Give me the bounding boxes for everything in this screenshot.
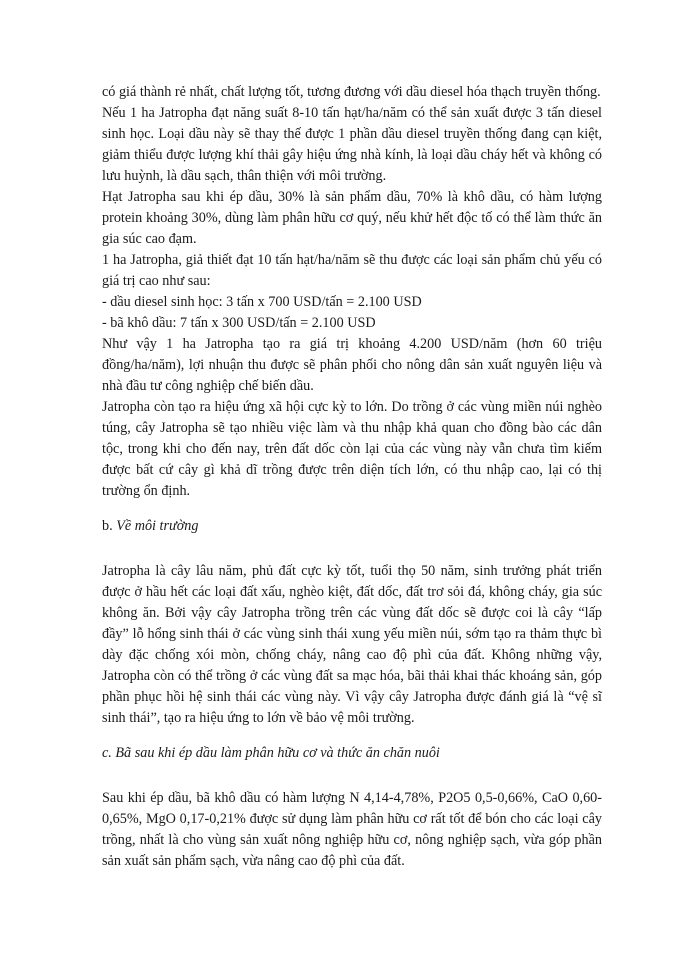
paragraph-fertilizer: Sau khi ép dầu, bã khô dầu có hàm lượng N 4,14-4,78%, P2O5 0,5-0,66%, CaO 0,60-0,65%, MgO 0,17-0,21% được sử dụng làm phân hữu cơ rất tốt để bón cho các loại cây trồng, nhất là cho vùng sản xuất nông nghiệp hữu cơ, nông nghiệp sạch, vừa góp phần sản xuất sản phẩm sạch, vừa nâng cao độ phì của đất. bbox=[102, 790, 602, 869]
paragraph-price-quality: có giá thành rẻ nhất, chất lượng tốt, tương đương với dầu diesel hóa thạch truyền thống. bbox=[102, 84, 601, 100]
paragraph-yield: Nếu 1 ha Jatropha đạt năng suất 8-10 tấn hạt/ha/năm có thể sản xuất được 3 tấn diesel sinh học. Loại dầu này sẽ thay thế được 1 phần dầu diesel truyền thống đang cạn kiệt, giảm thiểu được lượng khí thải gây hiệu ứng nhà kính, là loại dầu cháy hết và không có lưu huỳnh, là dầu sạch, thân thiện với môi trường. bbox=[102, 105, 602, 184]
bullet-oilcake-value: - bã khô dầu: 7 tấn x 300 USD/tấn = 2.100 USD bbox=[102, 315, 376, 331]
section-heading-environment bbox=[102, 516, 602, 537]
bullet-biodiesel-value: - dầu diesel sinh học: 3 tấn x 700 USD/tấn = 2.100 USD bbox=[102, 294, 422, 310]
section-heading-title: Về môi trường bbox=[116, 518, 199, 534]
paragraph-products-intro: 1 ha Jatropha, giả thiết đạt 10 tấn hạt/ha/năm sẽ thu được các loại sản phẩm chủ yếu có giá trị cao như sau: bbox=[102, 252, 602, 289]
paragraph-seed-byproducts: Hạt Jatropha sau khi ép dầu, 30% là sản phẩm dầu, 70% là khô dầu, có hàm lượng protein khoảng 30%, dùng làm phân hữu cơ quý, nếu khử hết độc tố có thể làm thức ăn gia súc cao đạm. bbox=[102, 189, 602, 247]
paragraph-total-value: Như vậy 1 ha Jatropha tạo ra giá trị khoảng 4.200 USD/năm (hơn 60 triệu đồng/ha/năm), lợi nhuận thu được sẽ phân phối cho nông dân sản xuất nguyên liệu và nhà đầu tư công nghiệp chế biến dầu. bbox=[102, 336, 602, 394]
page-content bbox=[102, 82, 602, 872]
section-heading-fertilizer bbox=[102, 743, 602, 764]
paragraph-environment: Jatropha là cây lâu năm, phủ đất cực kỳ tốt, tuổi thọ 50 năm, sinh trưởng phát triển được ở hầu hết các loại đất xấu, nghèo kiệt, đất dốc, đất trơ sỏi đá, không cháy, gia súc không ăn. Bởi vậy cây Jatropha trồng trên các vùng đất dốc sẽ được coi là cây “lấp đầy” lỗ hổng sinh thái ở các vùng sinh thái xung yếu miền núi, sớm tạo ra thảm thực bì dày đặc chống xói mòn, chống cháy, nâng cao độ phì của đất. Không những vậy, Jatropha còn có thể trồng ở các vùng đất sa mạc hóa, bãi thải khai thác khoáng sản, góp phần phục hồi hệ sinh thái các vùng này. Vì vậy cây Jatropha được đánh giá là “vệ sĩ sinh thái”, tạo ra hiệu ứng to lớn về bảo vệ môi trường. bbox=[102, 563, 602, 726]
section-heading-fertilizer-title: c. Bã sau khi ép dầu làm phân hữu cơ và thức ăn chăn nuôi bbox=[102, 745, 440, 761]
section-heading-prefix: b. bbox=[102, 518, 117, 534]
paragraph-social-effect: Jatropha còn tạo ra hiệu ứng xã hội cực kỳ to lớn. Do trồng ở các vùng miền núi nghèo túng, cây Jatropha sẽ tạo nhiều việc làm và thu nhập khả quan cho đồng bào các dân tộc, trong khi cho đến nay, trên đất dốc còn lại của các vùng này vẫn chưa tìm kiếm được bất cứ cây gì khả dĩ trồng được trên diện tích lớn, có thu nhập cao, lại có thị trường ổn định. bbox=[102, 399, 602, 499]
